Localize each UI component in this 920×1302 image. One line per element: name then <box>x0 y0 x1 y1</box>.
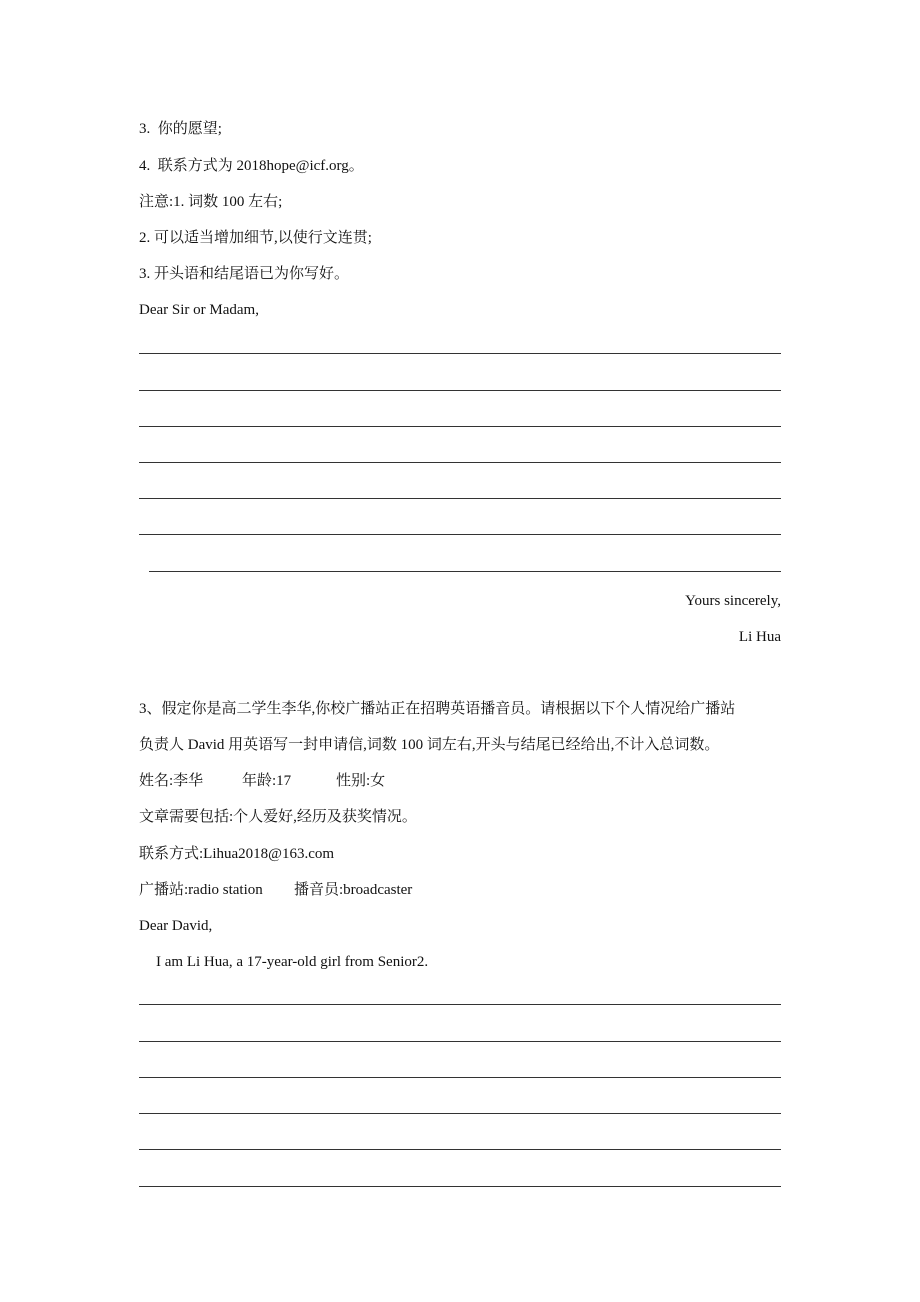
info-age: 年龄:17 <box>242 773 292 789</box>
answer-line[interactable] <box>139 390 781 391</box>
answer-line[interactable] <box>139 426 781 427</box>
vocab-radio-station: 广播站:radio station <box>139 882 263 898</box>
letter-salutation: Dear Sir or Madam, <box>139 302 259 318</box>
answer-line[interactable] <box>139 353 781 354</box>
letter-opening: I am Li Hua, a 17-year-old girl from Senior2. <box>156 954 429 970</box>
answer-line[interactable] <box>139 498 781 499</box>
answer-line[interactable] <box>139 1077 781 1078</box>
answer-line[interactable] <box>149 571 781 572</box>
vocab-broadcaster: 播音员:broadcaster <box>294 882 413 898</box>
answer-line[interactable] <box>139 1113 781 1114</box>
letter-salutation: Dear David, <box>139 918 213 934</box>
info-name: 姓名:李华 <box>139 773 204 789</box>
requirement-item: 4. 联系方式为 2018hope@icf.org。 <box>139 158 364 174</box>
answer-line[interactable] <box>139 1149 781 1150</box>
task-prompt: 负责人 David 用英语写一封申请信,词数 100 词左右,开头与结尾已经给出,不计入总词数。 <box>139 737 720 753</box>
letter-closing: Yours sincerely, <box>685 593 781 609</box>
answer-line[interactable] <box>139 462 781 463</box>
info-gender: 性别:女 <box>336 773 386 789</box>
answer-line[interactable] <box>139 1041 781 1042</box>
answer-line[interactable] <box>139 534 781 535</box>
note-item: 注意:1. 词数 100 左右; <box>139 194 283 210</box>
task-prompt: 3、假定你是高二学生李华,你校广播站正在招聘英语播音员。请根据以下个人情况给广播站 <box>139 701 736 717</box>
contact-info: 联系方式:Lihua2018@163.com <box>139 846 335 862</box>
content-requirement: 文章需要包括:个人爱好,经历及获奖情况。 <box>139 809 417 825</box>
requirement-item: 3. 你的愿望; <box>139 121 222 137</box>
answer-line[interactable] <box>139 1004 781 1005</box>
answer-line[interactable] <box>139 1186 781 1187</box>
letter-signature: Li Hua <box>738 629 781 645</box>
note-item: 3. 开头语和结尾语已为你写好。 <box>139 266 350 282</box>
note-item: 2. 可以适当增加细节,以使行文连贯; <box>139 230 372 246</box>
